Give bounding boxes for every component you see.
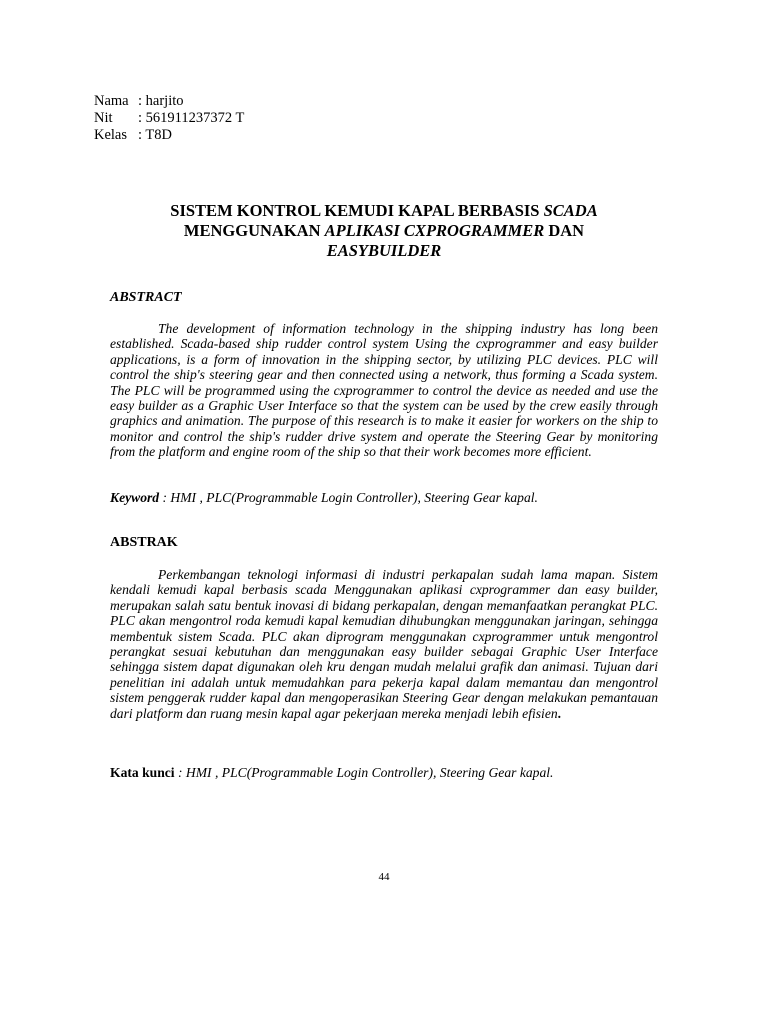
student-nit-row bbox=[94, 110, 244, 127]
abstrak-body: Perkembangan teknologi informasi di industri perkapalan sudah lama mapan. Sistem kendali kemudi kapal berbasis scada Menggunakan aplikasi cxprogrammer dan easy builder, merupakan salah satu bentuk inovasi di bidang perkapalan, dengan memanfaatkan perangkat PLC. PLC akan mengontrol roda kemudi kapal kemudian dihubungkan menggunakan jaringan, sehingga membentuk sistem Scada. PLC akan diprogram menggunakan cxprogrammer untuk mengontrol perangkat sesuai kebutuhan dan menggunakan easy builder sebagai Graphic User Interface sehingga sistem dapat digunakan oleh kru dengan mudah melalui grafik dan animasi. Tujuan dari penelitian ini adalah untuk memudahkan para pekerja kapal dalam memantau dan mengontrol sistem penggerak rudder kapal dan mengoperasikan Steering Gear dengan melakukan pemantauan dari platform dan ruang mesin kapal agar pekerjaan mereka menjadi lebih efisien bbox=[110, 567, 658, 721]
title-part2: MENGGUNAKAN bbox=[183, 221, 325, 240]
title-part3: DAN bbox=[544, 221, 585, 240]
student-class-row bbox=[94, 127, 244, 144]
abstract-keywords bbox=[110, 490, 658, 506]
keyword-text: : HMI , PLC(Programmable Login Controller), Steering Gear kapal. bbox=[159, 490, 538, 505]
title-line-2 bbox=[110, 221, 658, 241]
abstrak-keywords bbox=[110, 765, 658, 781]
abstract-body: The development of information technology in the shipping industry has long been established. Scada-based ship rudder control system Using the cxprogrammer and easy builder applications, is a form of innovation in the shipping sector, by utilizing PLC devices. PLC will control the ship's steering gear and then connected using a network, thus forming a Scada system. The PLC will be programmed using the cxprogrammer to control the device as needed and use the easy builder as a Graphic User Interface so that the system can be used by the crew easily through graphics and animation. The purpose of this research is to make it easier for workers on the ship to monitor and control the ship's rudder drive system and operate the Steering Gear by monitoring from the platform and engine room of the ship so that their work becomes more efficient. bbox=[110, 321, 658, 460]
keyword-label: Keyword bbox=[110, 490, 160, 505]
title-line-1 bbox=[110, 201, 658, 221]
name-label: Nama bbox=[94, 93, 129, 109]
name-value: : harjito bbox=[138, 93, 184, 109]
title-line-3 bbox=[110, 241, 658, 261]
paper-title bbox=[110, 201, 658, 261]
abstrak-body-container bbox=[110, 567, 658, 721]
title-part1-italic: SCADA bbox=[543, 201, 598, 220]
class-label: Kelas bbox=[94, 127, 128, 143]
nit-label: Nit bbox=[94, 110, 113, 126]
title-part1: SISTEM KONTROL KEMUDI KAPAL BERBASIS bbox=[170, 201, 544, 220]
abstrak-body-end: . bbox=[557, 705, 562, 721]
student-name-row bbox=[94, 93, 244, 110]
nit-value: : 561911237372 T bbox=[138, 110, 245, 126]
kata-kunci-label: Kata kunci bbox=[110, 765, 175, 780]
class-value: : T8D bbox=[138, 127, 172, 143]
abstrak-heading: ABSTRAK bbox=[110, 535, 178, 550]
student-info bbox=[94, 93, 244, 144]
title-part4-italic: EASYBUILDER bbox=[326, 241, 442, 260]
abstract-heading: ABSTRACT bbox=[110, 290, 182, 305]
kata-kunci-text: : HMI , PLC(Programmable Login Controller), Steering Gear kapal. bbox=[174, 765, 554, 780]
page-number: 44 bbox=[378, 871, 390, 883]
title-part2-italic: APLIKASI CXPROGRAMMER bbox=[324, 221, 545, 240]
